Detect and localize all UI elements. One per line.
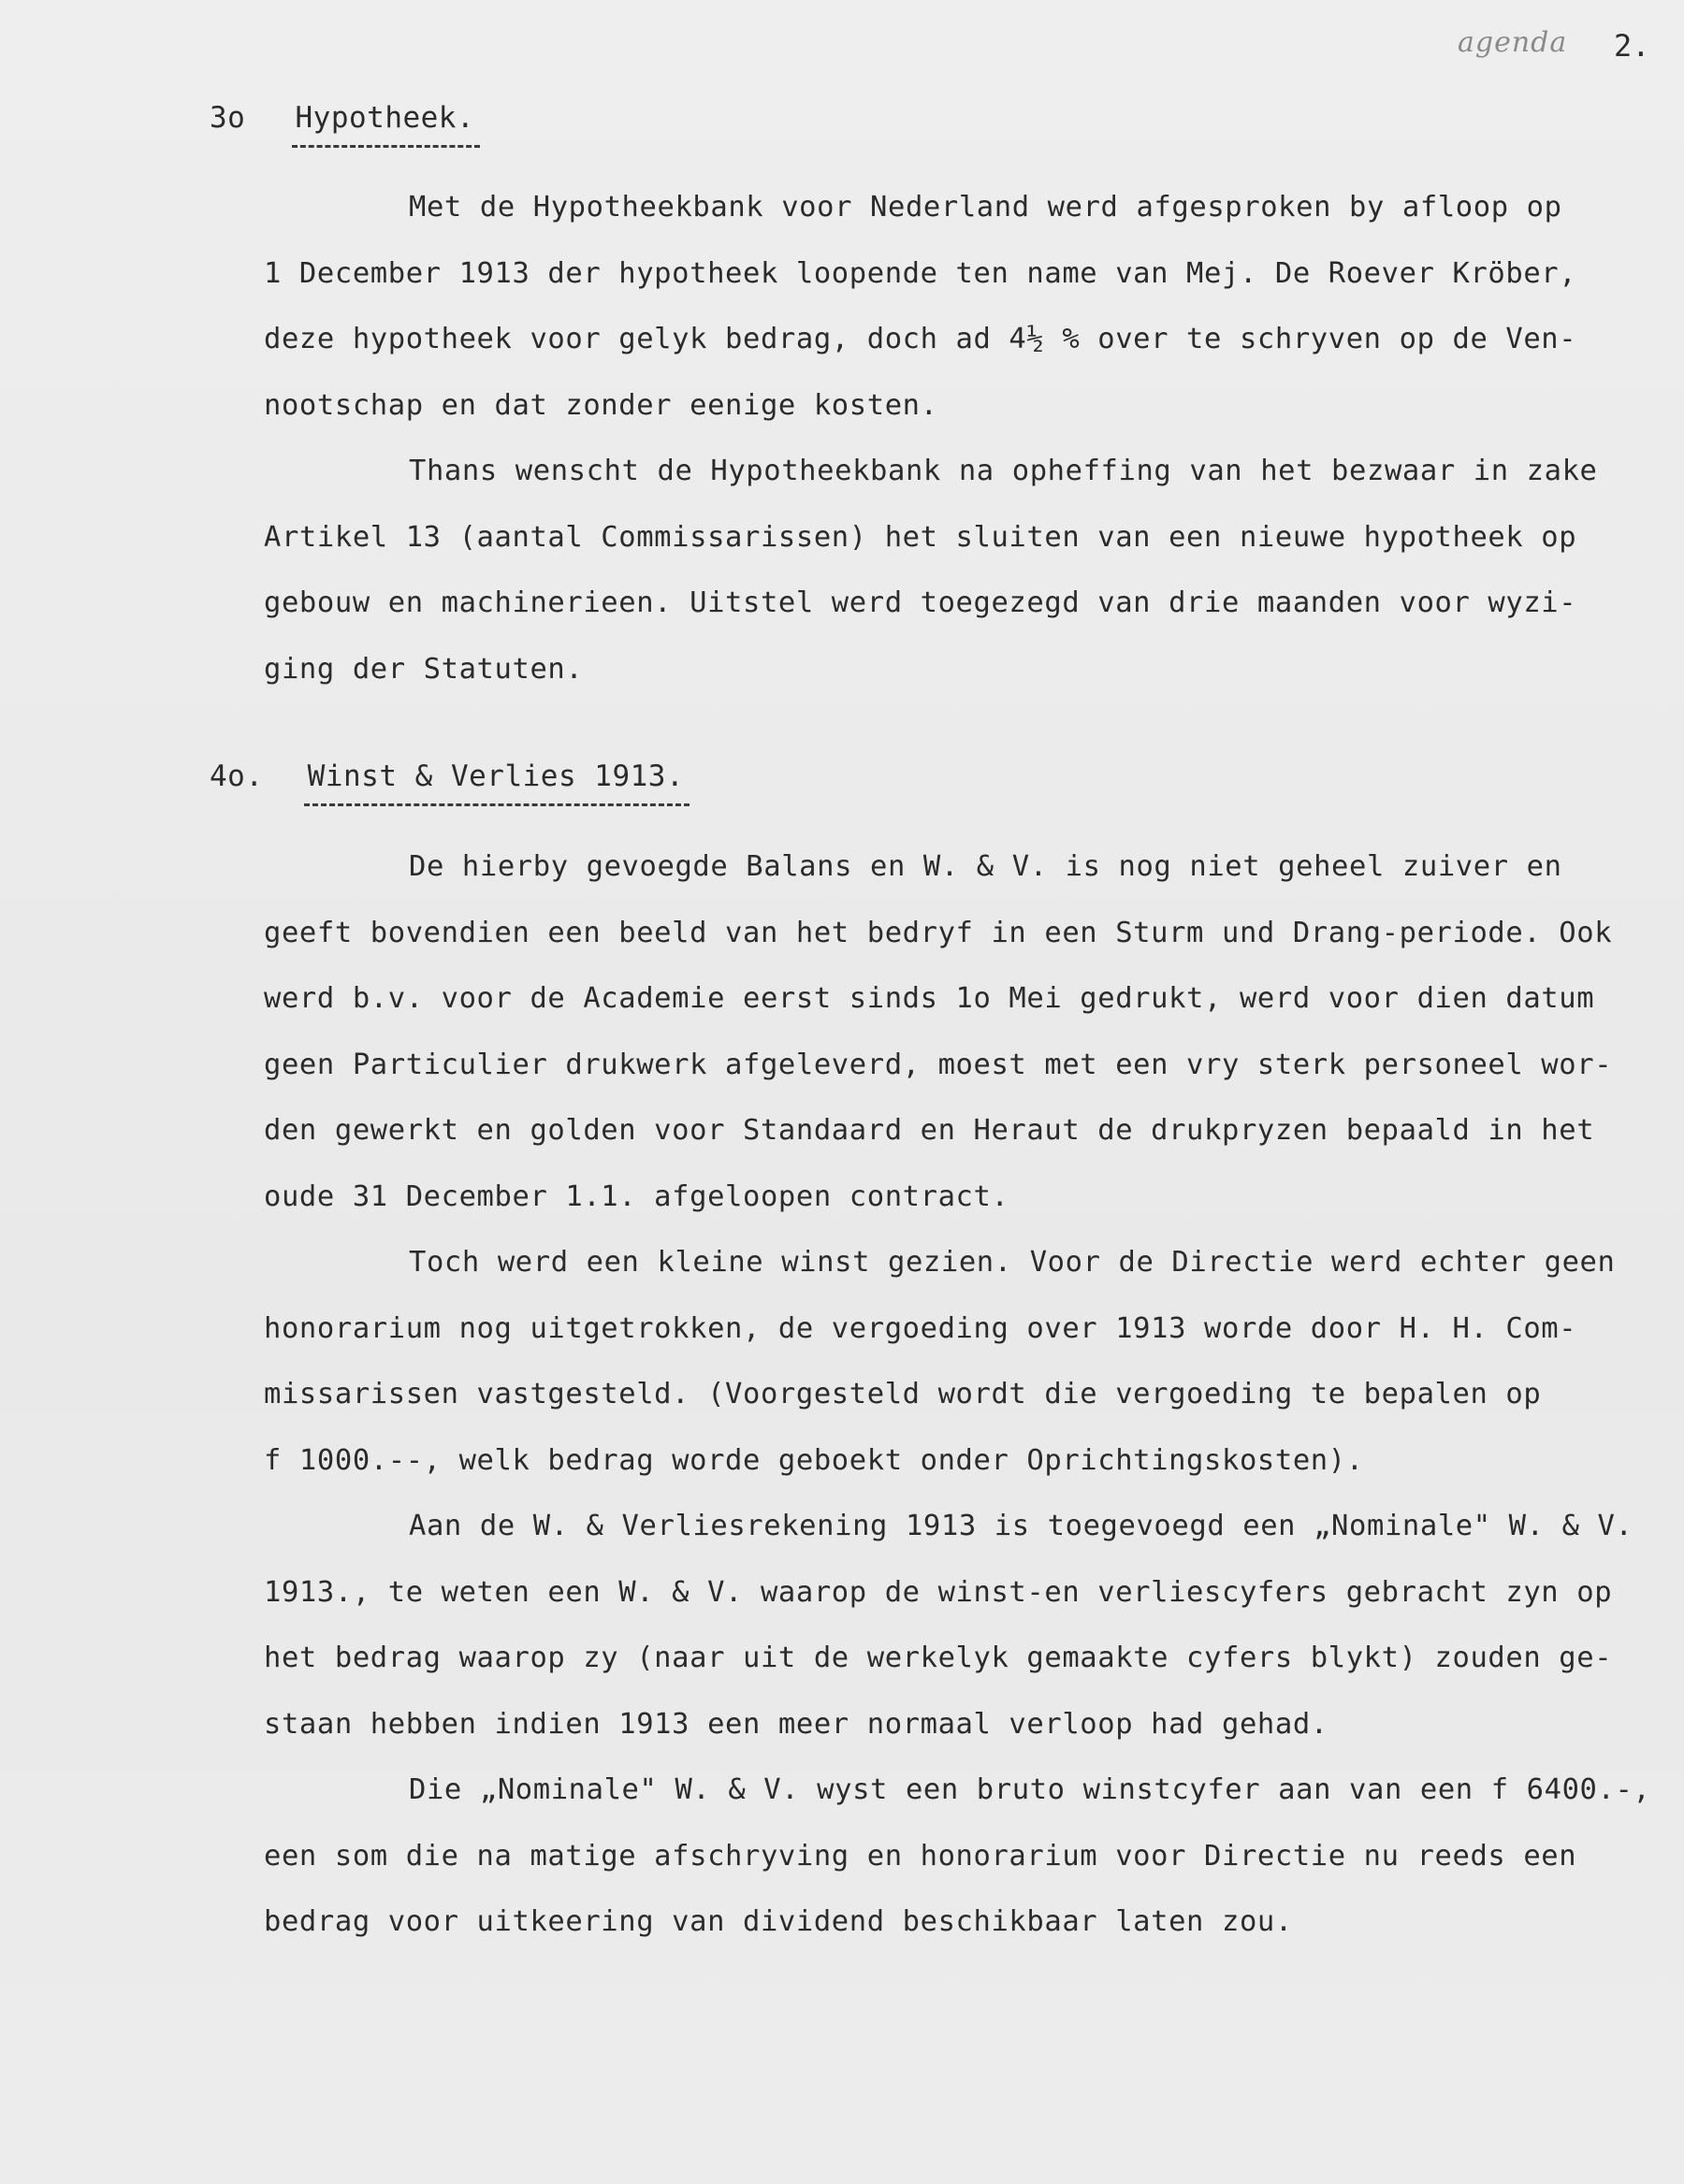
section-number: 3o: [210, 101, 246, 135]
text-line: De hierby gevoegde Balans en W. & V. is nog niet geheel zuiver en: [409, 850, 1562, 883]
text-line: Toch werd een kleine winst gezien. Voor de Directie werd echter geen: [409, 1246, 1616, 1279]
text-line: 1913., te weten een W. & V. waarop de winst-en verliescyfers gebracht zyn op: [264, 1575, 1613, 1609]
text-line: werd b.v. voor de Academie eerst sinds 1o Mei gedrukt, werd voor dien datum: [264, 982, 1595, 1015]
text-line: gebouw en machinerieen. Uitstel werd toegezegd van drie maanden voor wyzi-: [264, 586, 1577, 619]
text-line: nootschap en dat zonder eenige kosten.: [264, 388, 938, 422]
text-line: 1 December 1913 der hypotheek loopende ten name van Mej. De Roever Kröber,: [264, 256, 1577, 290]
text-line: het bedrag waarop zy (naar uit de werkelyk gemaakte cyfers blykt) zouden ge-: [264, 1642, 1613, 1674]
section-heading-winst-verlies: [210, 759, 684, 793]
page-number: 2.: [1614, 28, 1650, 64]
paragraph: [264, 175, 1620, 439]
paragraph: [264, 439, 1620, 702]
text-line: Met de Hypotheekbank voor Nederland werd afgesproken by afloop op: [409, 191, 1562, 224]
text-line: ging der Statuten.: [264, 652, 584, 686]
text-line: Aan de W. & Verliesrekening 1913 is toegevoegd een „Nominale" W. & V.: [409, 1510, 1633, 1542]
text-line: oude 31 December 1.1. afgeloopen contract.: [264, 1179, 1009, 1213]
text-line: een som die na matige afschryving en honorarium voor Directie nu reeds een: [264, 1839, 1577, 1873]
section-heading-hypotheek: [210, 101, 474, 135]
section-title: Hypotheek.: [295, 101, 475, 135]
text-line: missarissen vastgesteld. (Voorgesteld wordt die vergoeding te bepalen op: [264, 1378, 1542, 1410]
text-line: Artikel 13 (aantal Commissarissen) het sluiten van een nieuwe hypotheek op: [264, 520, 1577, 554]
paragraph: [264, 834, 1620, 1230]
handwritten-note: agenda: [1458, 26, 1568, 59]
text-line: geen Particulier drukwerk afgeleverd, moest met een vry sterk personeel wor-: [264, 1048, 1613, 1081]
text-line: deze hypotheek voor gelyk bedrag, doch ad 4½ % over te schryven op de Ven-: [264, 323, 1577, 355]
paragraph: [264, 1230, 1620, 1494]
text-line: honorarium nog uitgetrokken, de vergoeding over 1913 worde door H. H. Com-: [264, 1311, 1577, 1345]
text-line: bedrag voor uitkeering van dividend beschikbaar laten zou.: [264, 1905, 1293, 1938]
text-line: f 1000.--, welk bedrag worde geboekt onder Oprichtingskosten).: [264, 1443, 1364, 1477]
text-line: Die „Nominale" W. & V. wyst een bruto winstcyfer aan van een f 6400.-,: [409, 1773, 1651, 1806]
section-title: Winst & Verlies 1913.: [307, 759, 685, 793]
paragraph: [264, 1494, 1633, 1757]
paragraph: [264, 1757, 1651, 1956]
section-number: 4o.: [210, 759, 264, 793]
text-line: staan hebben indien 1913 een meer normaal verloop had gehad.: [264, 1707, 1328, 1741]
text-line: Thans wenscht de Hypotheekbank na opheffing van het bezwaar in zake: [409, 455, 1598, 487]
text-line: geeft bovendien een beeld van het bedryf in een Sturm und Drang-periode. Ook: [264, 916, 1613, 949]
text-line: den gewerkt en golden voor Standaard en Heraut de drukpryzen bepaald in het: [264, 1114, 1595, 1147]
